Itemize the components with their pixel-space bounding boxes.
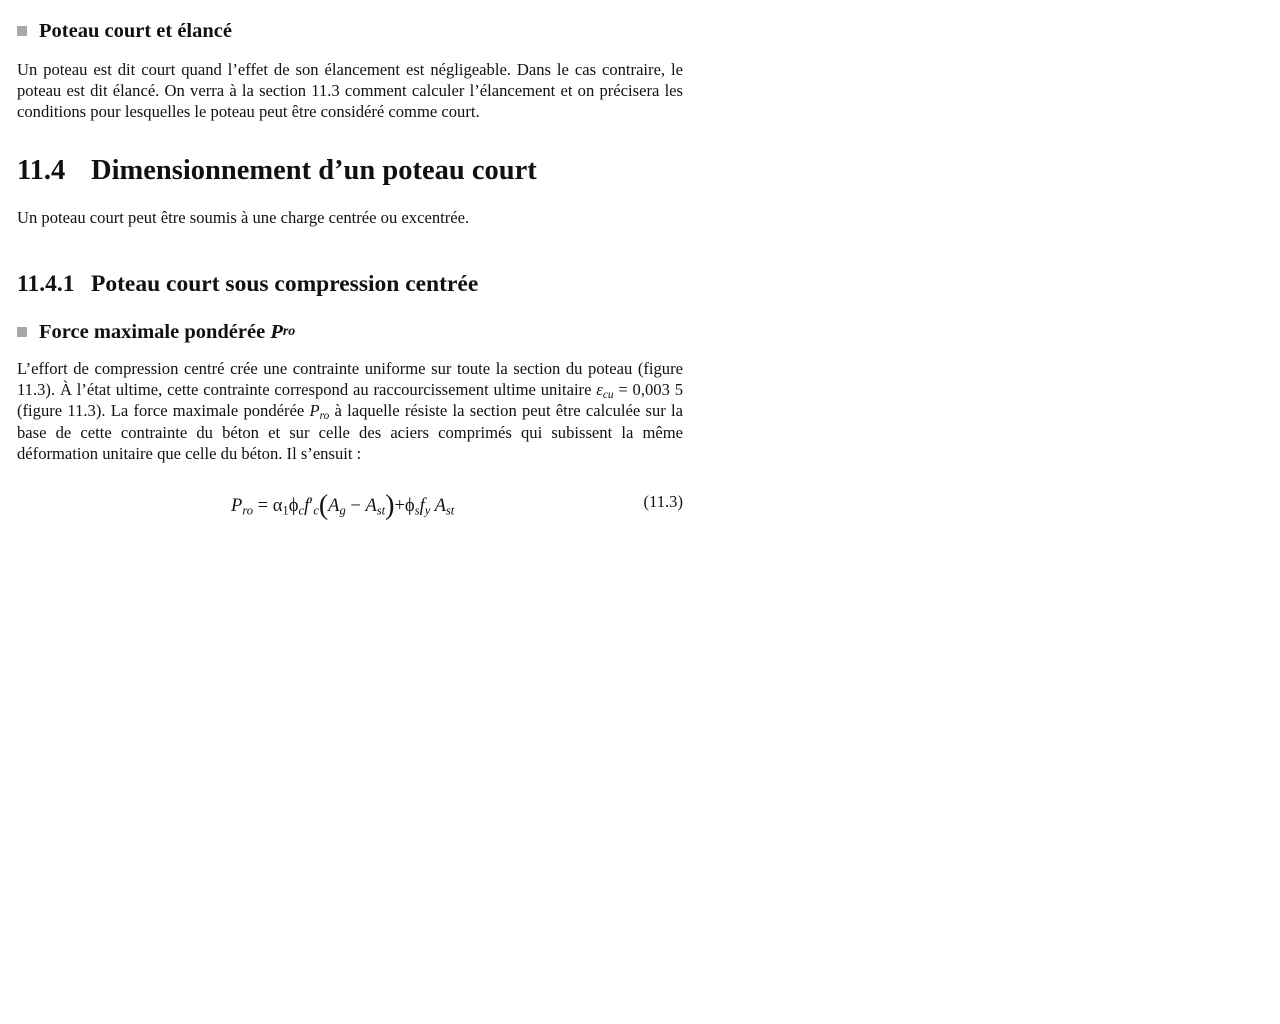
subheading-symbol: P — [270, 321, 283, 343]
paragraph-short-column-load: Un poteau court peut être soumis à une charge centrée ou excentrée. — [17, 208, 470, 227]
paragraph-max-force — [17, 358, 683, 464]
epsilon-subscript: cu — [602, 389, 614, 402]
subheading-text: Force maximale pondérée — [39, 321, 266, 343]
paragraph-short-slender: Un poteau est dit court quand l’effet de son élancement est négligeable. Dans le cas contraire, le poteau est dit élancé. On verra à la section 11.3 comment calculer l’élancement et on précisera les conditions pour lesquelles le poteau peut être considéré comme court. — [17, 60, 683, 122]
paragraph-text-part: = 0,003 5 (figure 11.3). La force maximale pondérée — [17, 380, 684, 421]
p-subscript: ro — [319, 410, 330, 423]
subsection-number: 11.4.1 — [17, 271, 75, 297]
subsection-heading-11-4-1 — [17, 270, 478, 298]
paragraph-text-part: L’effort de compression centré crée une contrainte uniforme sur toute la section du poteau (figure 11.3). À l’état ultime, cette contrainte correspond au raccourcissement ultime unitaire — [17, 359, 683, 400]
equation-number: (11.3) — [643, 492, 683, 511]
subheading-short-slender — [17, 19, 232, 43]
bullet-square-icon — [17, 327, 27, 337]
section-title: Dimensionnement d’un poteau court — [91, 155, 537, 186]
paragraph-text-part: à laquelle résiste la section peut être calculée sur la base de cette contrainte du béton et sur celle des aciers comprimés qui subissent la même déformation unitaire que celle du béton. Il s’ensuit : — [17, 401, 684, 463]
p-symbol: P — [309, 401, 320, 421]
equation-11-3 — [17, 488, 683, 521]
epsilon-symbol: ε — [596, 380, 603, 400]
bullet-square-icon — [17, 26, 27, 36]
equation-formula: $P_{ro} = \alpha_1\phi_cf'_c(A_g - A_{st})+\phi_sf_y$ $A_{st}$ — [231, 490, 455, 521]
subheading-max-force: Force maximale pondérée P ro — [17, 320, 295, 344]
subsection-title: Poteau court sous compression centrée — [91, 271, 479, 297]
subheading-text: Poteau court et élancé — [39, 20, 232, 42]
section-heading-11-4 — [17, 155, 537, 187]
section-number: 11.4 — [17, 155, 66, 186]
